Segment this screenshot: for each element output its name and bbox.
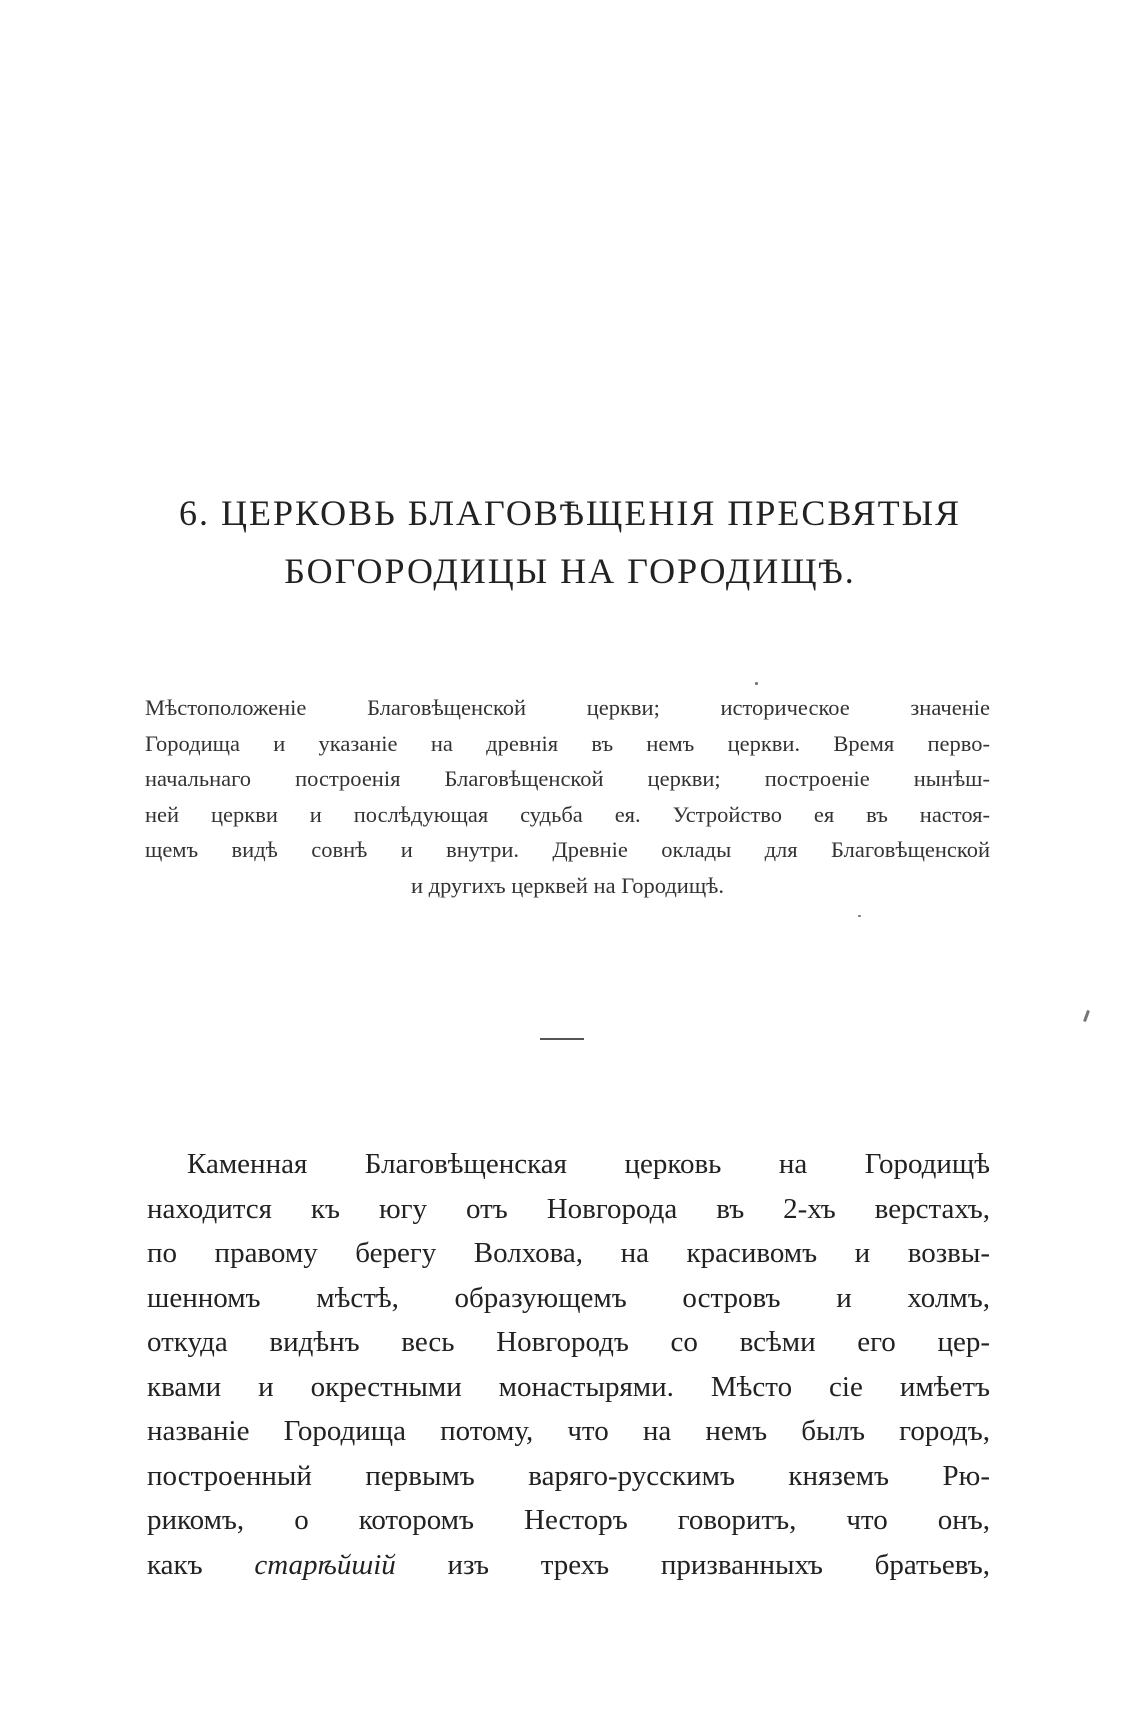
- summary-line: щемъ видѣ совнѣ и внутри. Древніе оклады для Благовѣщенской: [145, 837, 990, 862]
- section-separator: [540, 1038, 584, 1040]
- body-line: находится къ югу отъ Новгорода въ 2-хъ верстахъ,: [147, 1192, 990, 1225]
- print-speck: [858, 915, 861, 917]
- body-line: названіе Городища потому, что на немъ былъ городъ,: [147, 1415, 990, 1447]
- summary-line: Городища и указаніе на древнія въ немъ церкви. Время перво-: [145, 730, 990, 756]
- chapter-title: [120, 484, 1020, 600]
- chapter-summary: [145, 690, 990, 903]
- summary-line: и другихъ церквей на Городищѣ.: [410, 872, 725, 898]
- print-speck: [755, 682, 758, 685]
- body-line: по правому берегу Волхова, на красивомъ и возвы-: [147, 1237, 990, 1269]
- summary-line: ней церкви и послѣдующая судьба ея. Устройство ея въ настоя-: [145, 801, 990, 827]
- body-line-last: [147, 1543, 990, 1588]
- body-line: откуда видѣнъ весь Новгородъ со всѣми его цер-: [147, 1326, 990, 1358]
- summary-line: Мѣстоположеніе Благовѣщенской церкви; историческое значеніе: [145, 695, 990, 720]
- last-line-after: изъ трехъ призванныхъ братьевъ,: [395, 1548, 990, 1581]
- body-line: Каменная Благовѣщенская церковь на Городищѣ: [187, 1148, 990, 1180]
- body-line: построенный первымъ варяго-русскимъ княземъ Рю-: [147, 1459, 990, 1492]
- body-line: рикомъ, о которомъ Несторъ говоритъ, что онъ,: [147, 1504, 990, 1536]
- title-line: БОГОРОДИЦЫ НА ГОРОДИЩѢ.: [284, 551, 856, 591]
- body-line: шенномъ мѣстѣ, образующемъ островъ и холмъ,: [147, 1281, 990, 1314]
- body-line: квами и окрестными монастырями. Мѣсто сіе имѣетъ: [147, 1370, 990, 1403]
- print-speck: [1083, 1010, 1090, 1022]
- title-line: 6. ЦЕРКОВЬ БЛАГОВѢЩЕНІЯ ПРЕСВЯТЫЯ: [178, 493, 962, 533]
- body-paragraph: [147, 1142, 990, 1587]
- summary-line: начальнаго построенія Благовѣщенской церкви; построеніе нынѣш-: [145, 766, 990, 791]
- last-line-before: какъ: [147, 1548, 255, 1581]
- italic-word: старѣйшій: [254, 1548, 396, 1581]
